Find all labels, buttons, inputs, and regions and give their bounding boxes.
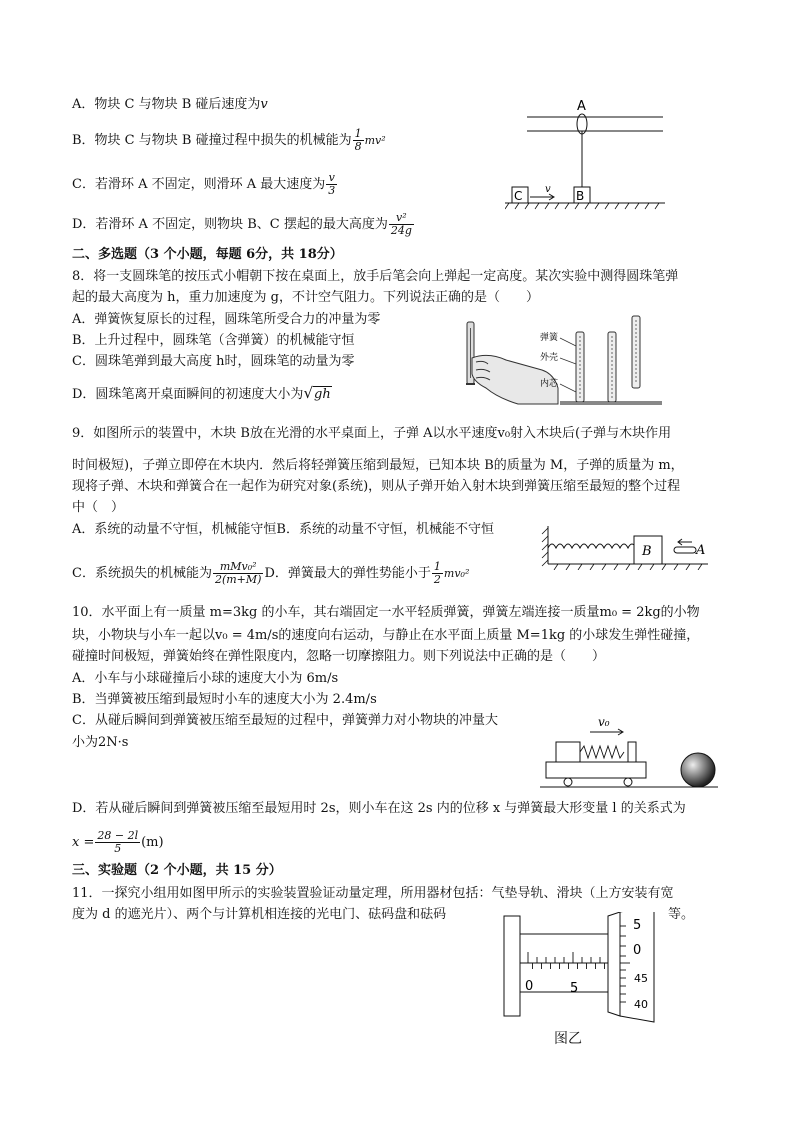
- q7-option-d: D．若滑环 A 不固定，则物块 B、C 摆起的最大高度为 $\frac{\text{v²}}{24g}$: [72, 211, 412, 237]
- q9-line4: 中（ ）: [72, 500, 125, 515]
- q8-option-b: B．上升过程中，圆珠笔（含弹簧）的机械能守恒: [72, 333, 355, 348]
- q8-pens-figure: [530, 310, 665, 410]
- q8-option-c: C．圆珠笔弹到最大高度 h时，圆珠笔的动量为零: [72, 354, 355, 369]
- q7-option-c: C．若滑环 A 不固定，则滑环 A 最大速度为 $\frac{v}{3}$: [72, 171, 336, 197]
- q7-label-b: B: [576, 189, 585, 203]
- q10-option-d-line2: x = $\frac{28 - 2l}{5}$ (m): [72, 829, 164, 855]
- q7-option-b: B．物块 C 与物块 B 碰撞过程中损失的机械能为 $\frac{1}{8}$ mv²: [72, 127, 386, 153]
- q10-line2: 块，小物块与小车一起以v₀ = 4m/s的速度向右运动，与静止在水平面上质量 M=1kg 的小球发生弹性碰撞，: [72, 628, 700, 643]
- q9-line2: 时间极短)，子弹立即停在木块内．然后将轻弹簧压缩到最短，已知本块 B的质量为 M，子弹的质量为 m，: [72, 458, 684, 473]
- q9-label-a: A: [696, 543, 706, 558]
- q7-label-v: v: [545, 184, 551, 195]
- q9-label-b: B: [642, 544, 652, 559]
- q11-line2: 度为 d 的遮光片）、两个与计算机相连接的光电门、砝码盘和砝码: [72, 907, 447, 922]
- section3-title: 三、实验题（2 个小题，共 15 分）: [72, 863, 282, 878]
- q10-figure: [540, 712, 720, 792]
- q10-option-a: A．小车与小球碰撞后小球的速度大小为 6m/s: [72, 671, 339, 686]
- q9-line1: 9．如图所示的装置中，木块 B放在光滑的水平桌面上，子弹 A以水平速度v₀射入木块后(子弹与木块作用: [72, 426, 672, 441]
- q11-thimble-45: 45: [634, 972, 648, 985]
- q10-option-d-line1: D．若从碰后瞬间到弹簧被压缩至最短用时 2s，则小车在这 2s 内的位移 x 与弹簧最大形变量 l 的关系式为: [72, 801, 686, 816]
- q11-scale-5: 5: [570, 981, 579, 996]
- q11-line1: 11．一探究小组用如图甲所示的实验装置验证动量定理，所用器材包括：气垫导轨、滑块（上方安装有宽: [72, 886, 674, 901]
- q11-line2-tail: 等。: [668, 907, 695, 922]
- q9-option-cd: C．系统损失的机械能为 $\frac{\text{mMv₀²}}{2(m+M)}$ D．弹簧最大的弹性势能小于 $\frac{1}{2}$ mv₀²: [72, 560, 470, 586]
- q11-thimble-5: 5: [633, 918, 642, 933]
- q10-option-b: B．当弹簧被压缩到最短时小车的速度大小为 2.4m/s: [72, 692, 377, 707]
- q10-option-c-line1: C．从碰后瞬间到弹簧被压缩至最短的过程中，弹簧弹力对小物块的冲量大: [72, 713, 498, 728]
- q8-label-core: 内芯: [540, 379, 559, 389]
- q10-line1: 10．水平面上有一质量 m=3kg 的小车，其右端固定一水平轻质弹簧，弹簧左端连接一质量m₀ = 2kg的小物: [72, 605, 700, 620]
- q7-label-a: A: [577, 99, 586, 114]
- q8-label-shell: 外壳: [540, 353, 559, 363]
- q11-figure-caption: 图乙: [554, 1031, 582, 1047]
- q10-label-v0: v₀: [598, 715, 610, 729]
- q10-option-c-line2: 小为2N·s: [72, 735, 129, 750]
- q7-label-c: C: [514, 189, 523, 203]
- q11-thimble-40: 40: [634, 998, 648, 1011]
- q8-option-d: D．圆珠笔离开桌面瞬间的初速度大小为√gh: [72, 384, 331, 402]
- q7-figure: [505, 95, 675, 215]
- q10-line3: 碰撞时间极短，弹簧始终在弹性限度内，忽略一切摩擦阻力。则下列说法中正确的是（ ）: [72, 649, 606, 664]
- q8-line1: 8．将一支圆珠笔的按压式小帽朝下按在桌面上，放手后笔会向上弹起一定高度。某次实验中测得圆珠笔弹: [72, 269, 679, 284]
- q9-option-ab: A．系统的动量不守恒，机械能守恒B．系统的动量不守恒，机械能不守恒: [72, 522, 494, 537]
- q7-option-a: A．物块 C 与物块 B 碰后速度为v: [72, 97, 268, 112]
- section2-title: 二、多选题（3 个小题，每题 6分，共 18分）: [72, 247, 343, 262]
- q11-scale-0: 0: [525, 979, 534, 994]
- q8-line2: 起的最大高度为 h，重力加速度为 g，不计空气阻力。下列说法正确的是（ ）: [72, 290, 539, 305]
- q8-option-a: A．弹簧恢复原长的过程，圆珠笔所受合力的冲量为零: [72, 312, 381, 327]
- q11-micrometer-figure: [498, 912, 668, 1052]
- q9-figure: [538, 520, 718, 570]
- q11-thimble-0: 0: [633, 943, 642, 958]
- q9-line3: 现将子弹、木块和弹簧合在一起作为研究对象(系统)，则从子弹开始入射木块到弹簧压缩至最短的整个过程: [72, 479, 681, 494]
- q8-label-spring: 弹簧: [540, 333, 559, 343]
